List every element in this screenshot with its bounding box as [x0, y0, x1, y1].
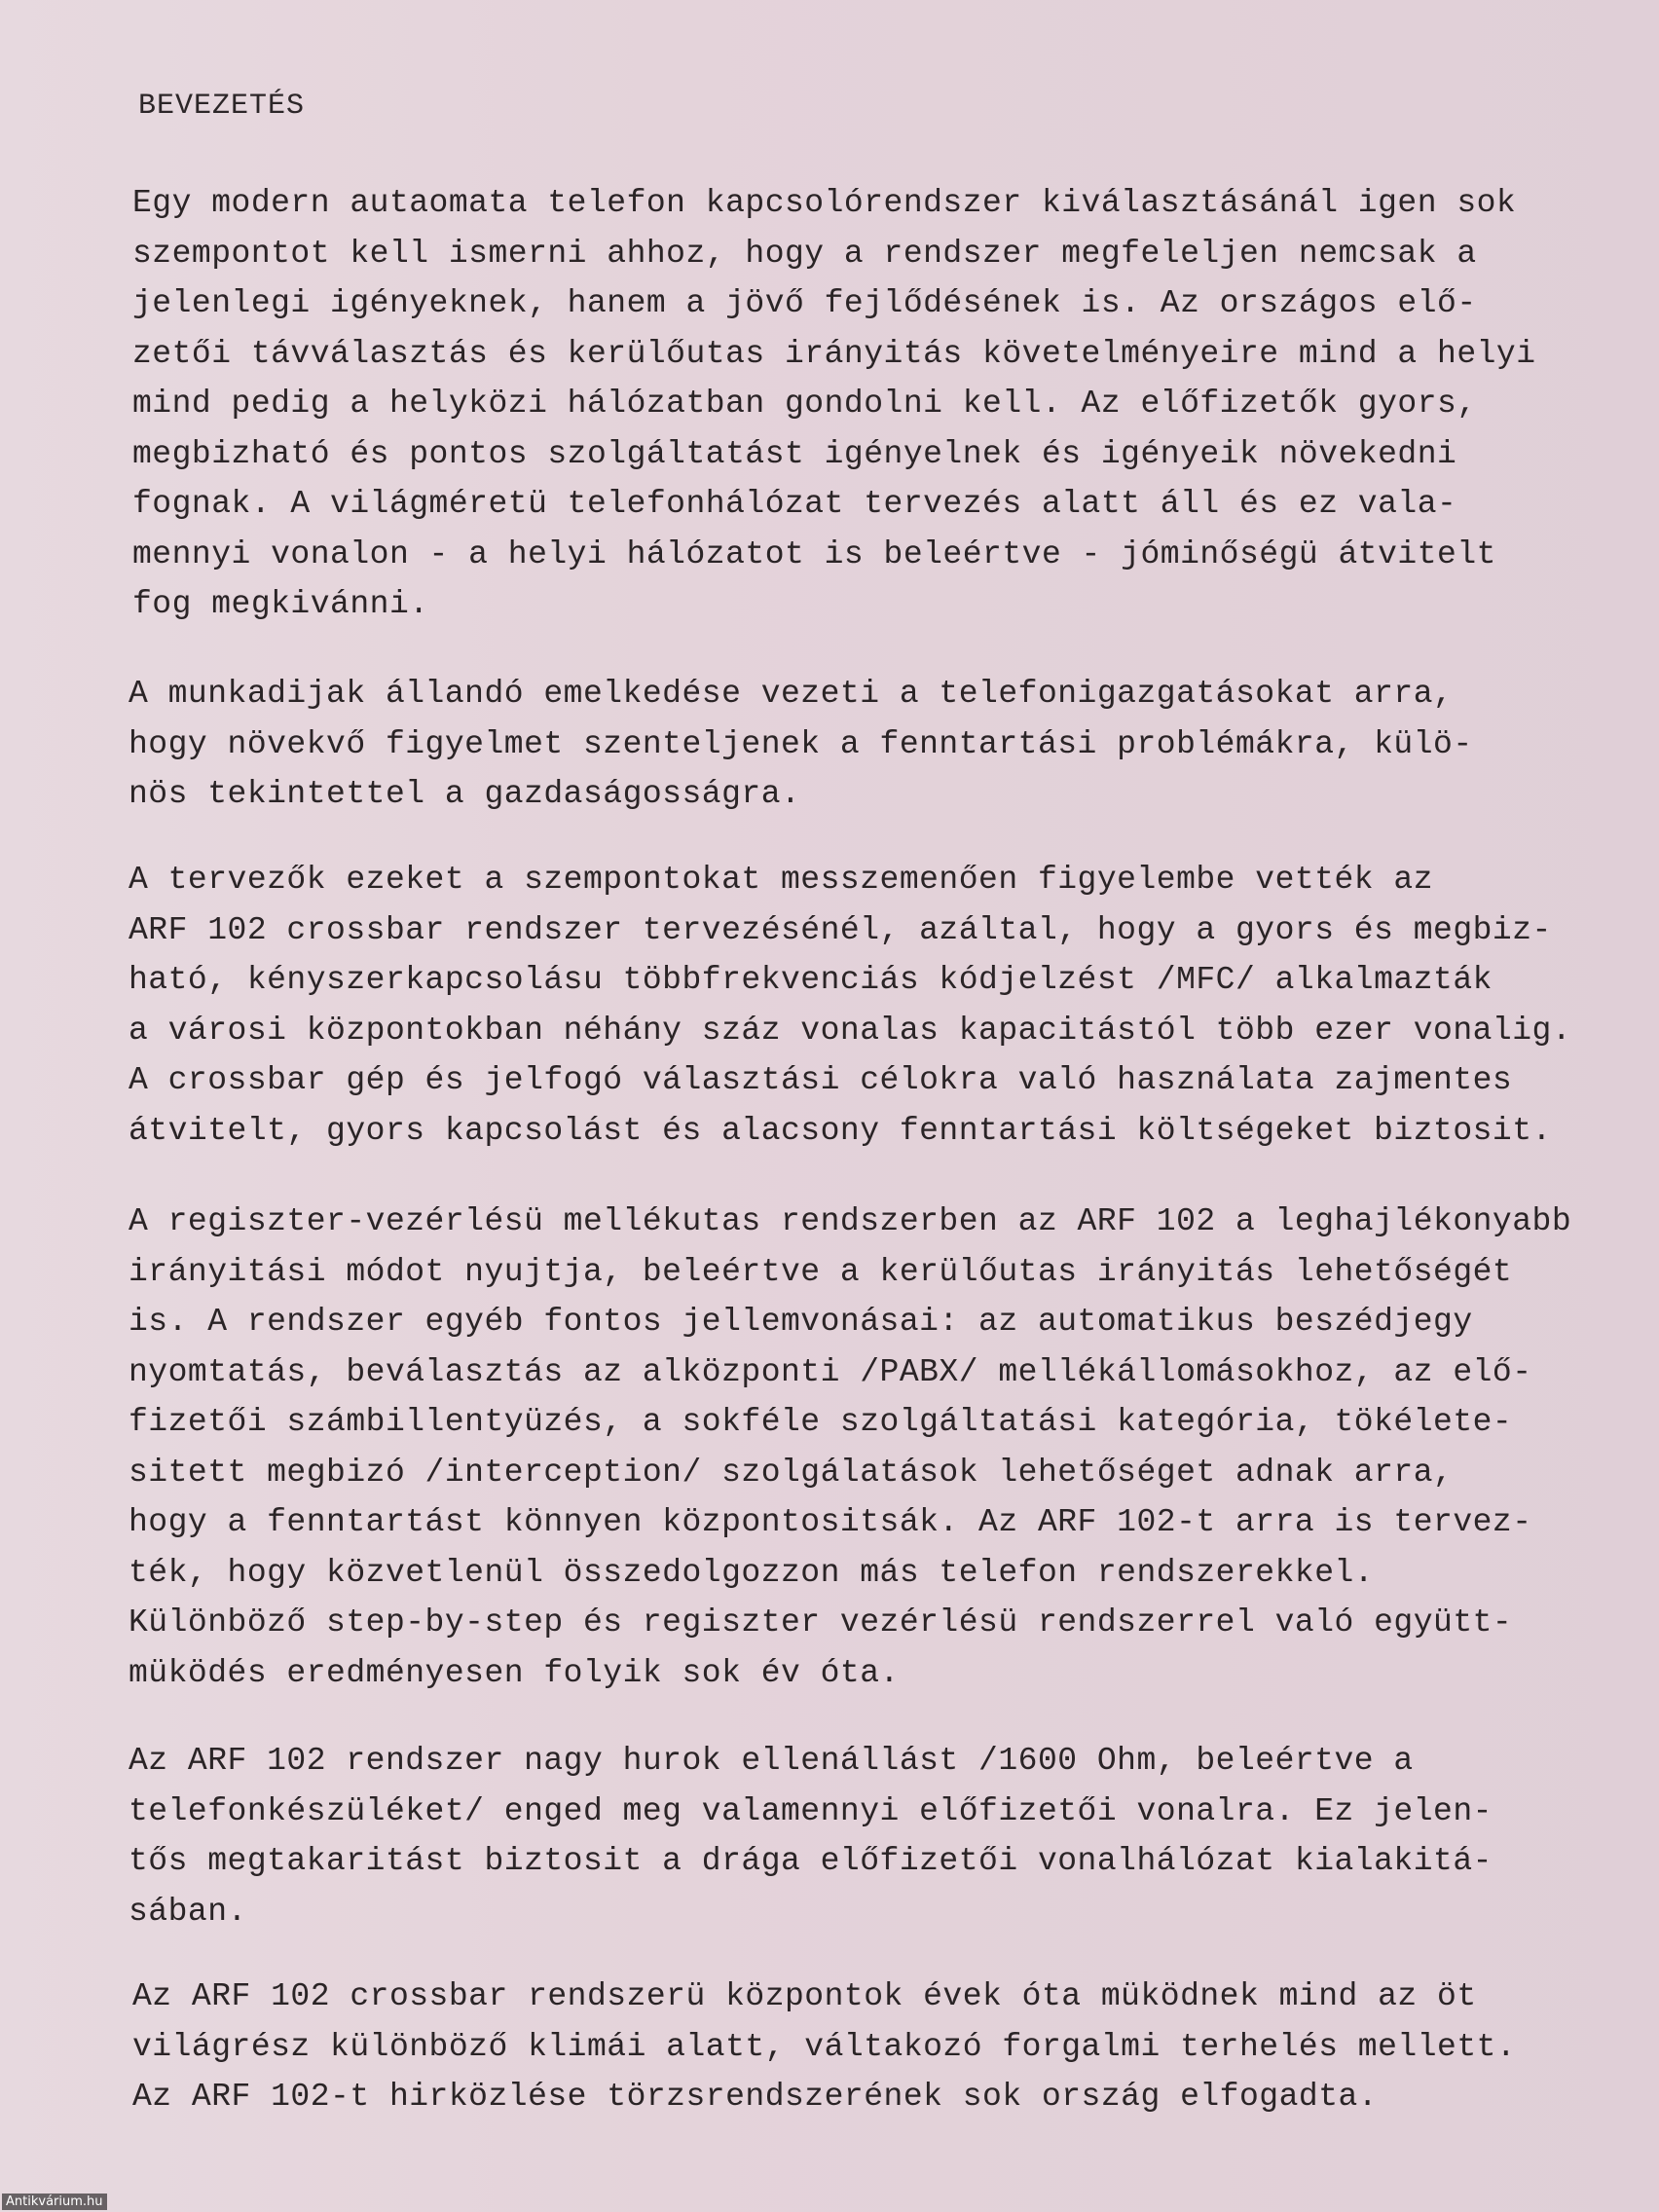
text-line: mennyi vonalon - a helyi hálózatot is beleértve - jóminőségü átvitelt: [132, 535, 1496, 572]
text-line: tős megtakaritást biztosit a drága előfizetői vonalhálózat kialakitá-: [129, 1843, 1493, 1879]
text-line: Az ARF 102 crossbar rendszerü központok évek óta müködnek mind az öt: [132, 1978, 1477, 2014]
text-line: ARF 102 crossbar rendszer tervezésénél, azáltal, hogy a gyors és megbiz-: [129, 911, 1552, 948]
text-line: fog megkivánni.: [132, 586, 429, 622]
text-line: szempontot kell ismerni ahhoz, hogy a rendszer megfeleljen nemcsak a: [132, 235, 1477, 272]
text-line: Egy modern autaomata telefon kapcsolórendszer kiválasztásánál igen sok: [132, 185, 1517, 221]
text-line: a városi központokban néhány száz vonalas kapacitástól több ezer vonalig.: [129, 1012, 1572, 1049]
paragraph-5: [129, 1736, 1618, 1936]
text-line: hogy növekvő figyelmet szenteljenek a fenntartási problémákra, külö-: [129, 725, 1473, 762]
text-line: Különböző step-by-step és regiszter vezérlésü rendszerrel való együtt-: [129, 1604, 1513, 1641]
text-line: fognak. A világméretü telefonhálózat tervezés alatt áll és ez vala-: [132, 486, 1457, 522]
text-line: ható, kényszerkapcsolásu többfrekvenciás kódjelzést /MFC/ alkalmazták: [129, 962, 1493, 998]
text-line: átvitelt, gyors kapcsolást és alacsony fenntartási költségeket biztosit.: [129, 1112, 1552, 1149]
page-title: BEVEZETÉS: [138, 90, 306, 123]
text-line: Az ARF 102-t hirközlése törzsrendszerének sok ország elfogadta.: [132, 2079, 1379, 2115]
paragraph-2: [129, 669, 1618, 820]
text-line: A tervezők ezeket a szempontokat messzemenően figyelembe vették az: [129, 862, 1434, 898]
text-line: sában.: [129, 1893, 247, 1930]
text-line: fizetői számbillentyüzés, a sokféle szolgáltatási kategória, tökélete-: [129, 1404, 1513, 1440]
text-line: irányitási módot nyujtja, beleértve a kerülőutas irányitás lehetőségét: [129, 1253, 1513, 1290]
paragraph-3: [129, 855, 1618, 1156]
watermark-label: Antikvárium.hu: [2, 2194, 107, 2210]
text-line: telefonkészüléket/ enged meg valamennyi előfizetői vonalra. Ez jelen-: [129, 1792, 1493, 1829]
text-line: A munkadijak állandó emelkedése vezeti a telefonigazgatásokat arra,: [129, 676, 1454, 712]
text-line: is. A rendszer egyéb fontos jellemvonásai: az automatikus beszédjegy: [129, 1304, 1473, 1340]
text-line: mind pedig a helyközi hálózatban gondolni kell. Az előfizetők gyors,: [132, 386, 1477, 422]
paragraph-6: [132, 1972, 1622, 2122]
text-line: nyomtatás, beválasztás az alközponti /PABX/ mellékállomásokhoz, az elő-: [129, 1353, 1532, 1390]
text-line: hogy a fenntartást könnyen központositsák. Az ARF 102-t arra is tervez-: [129, 1504, 1532, 1540]
text-line: ték, hogy közvetlenül összedolgozzon más telefon rendszerekkel.: [129, 1554, 1375, 1591]
text-line: jelenlegi igényeknek, hanem a jövő fejlődésének is. Az országos elő-: [132, 285, 1477, 321]
text-line: zetői távválasztás és kerülőutas irányitás követelményeire mind a helyi: [132, 335, 1536, 372]
text-line: sitett megbizó /interception/ szolgálatások lehetőséget adnak arra,: [129, 1454, 1454, 1491]
paragraph-1: [132, 178, 1622, 630]
text-line: A crossbar gép és jelfogó választási célokra való használata zajmentes: [129, 1062, 1513, 1098]
text-line: A regiszter-vezérlésü mellékutas rendszerben az ARF 102 a leghajlékonyabb: [129, 1203, 1572, 1239]
text-line: nös tekintettel a gazdaságosságra.: [129, 776, 801, 812]
text-line: megbizható és pontos szolgáltatást igényelnek és igényeik növekedni: [132, 435, 1457, 472]
text-line: müködés eredményesen folyik sok év óta.: [129, 1654, 900, 1691]
text-line: világrész különböző klimái alatt, váltakozó forgalmi terhelés mellett.: [132, 2028, 1517, 2065]
text-line: Az ARF 102 rendszer nagy hurok ellenállást /1600 Ohm, beleértve a: [129, 1743, 1414, 1779]
paragraph-4: [129, 1197, 1618, 1698]
